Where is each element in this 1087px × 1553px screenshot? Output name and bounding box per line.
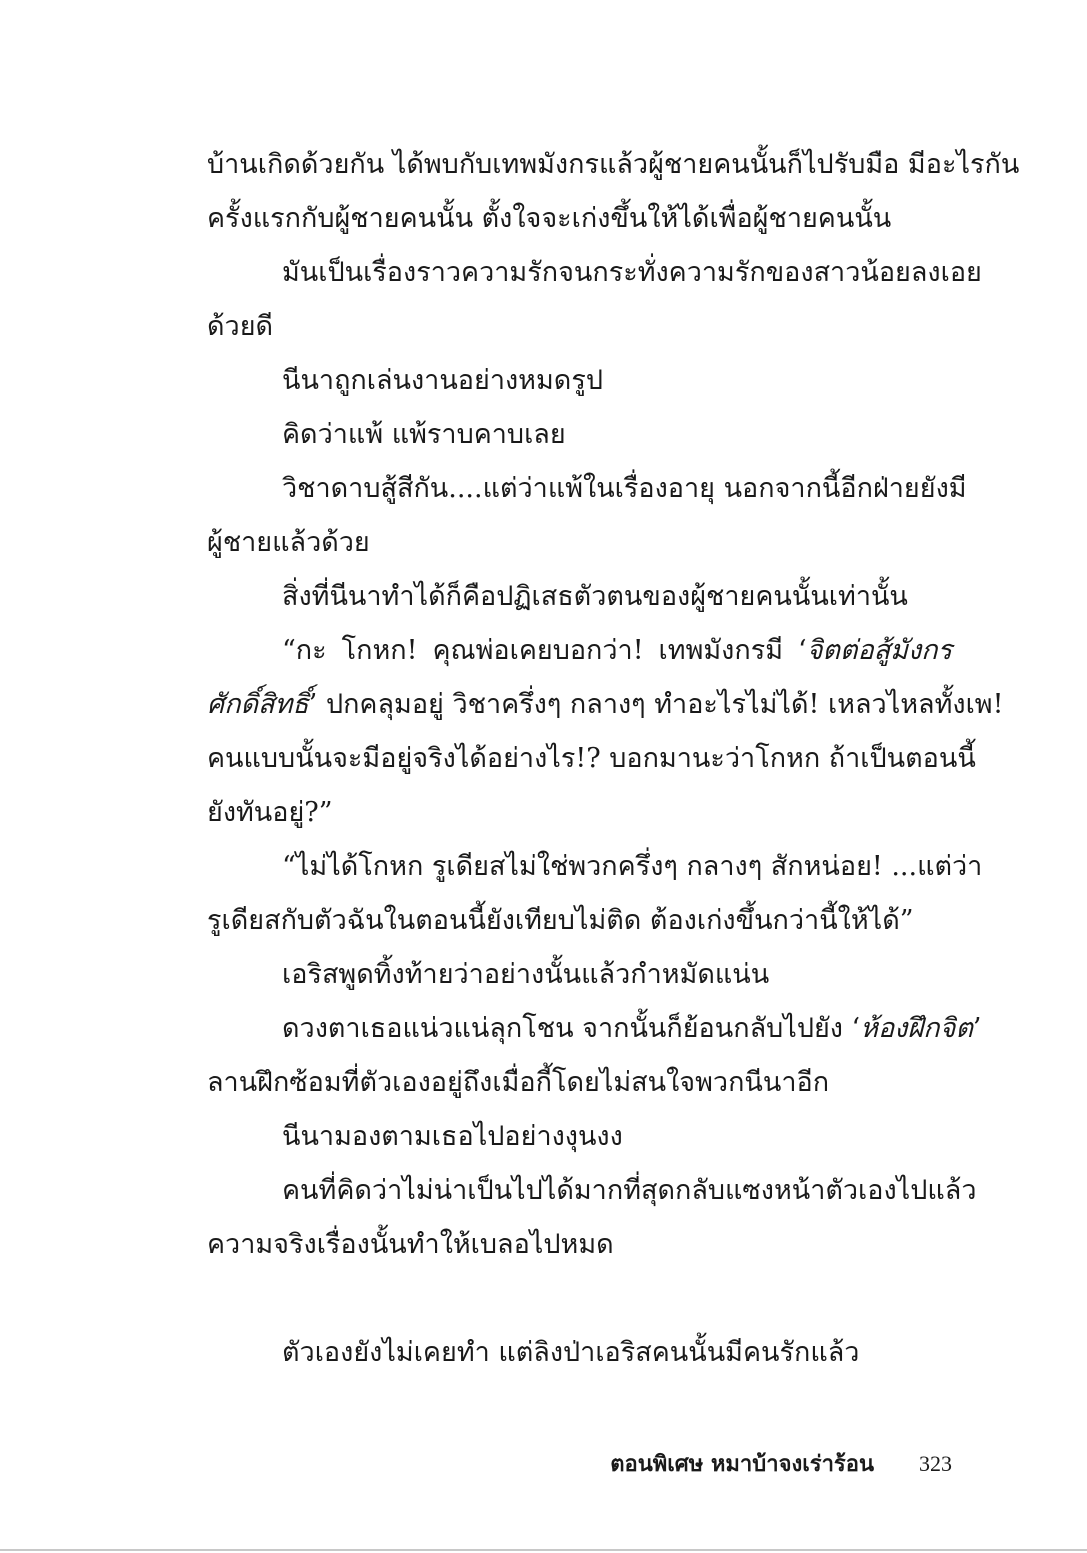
paragraph-line: ลานฝึกซ้อมที่ตัวเองอยู่ถึงเมื่อกี้โดยไม่สนใจพวกนีนาอีก	[207, 1067, 830, 1098]
body-text	[207, 138, 1020, 1380]
section-break	[207, 1272, 952, 1326]
dialogue-text: ’ ปกคลุมอยู่ วิชาครึ่งๆ กลางๆ ทำอะไรไม่ได้! เหลวไหลทั้งเพ!	[308, 689, 1004, 720]
italic-term: จิตต่อสู้มังกร	[806, 635, 952, 666]
paragraph-line: ความจริงเรื่องนั้นทำให้เบลอไปหมด	[207, 1229, 614, 1260]
paragraph-line: นีนาถูกเล่นงานอย่างหมดรูป	[282, 365, 603, 396]
paragraph-line: เอริสพูดทิ้งท้ายว่าอย่างนั้นแล้วกำหมัดแน่น	[282, 959, 770, 990]
paragraph-line: คนแบบนั้นจะมีอยู่จริงได้อย่างไร!? บอกมานะว่าโกหก ถ้าเป็นตอนนี้	[207, 743, 976, 774]
paragraph-line: นีนามองตามเธอไปอย่างงุนงง	[282, 1121, 623, 1152]
paragraph-line: คนที่คิดว่าไม่น่าเป็นไปได้มากที่สุดกลับแซงหน้าตัวเองไปแล้ว	[282, 1175, 977, 1206]
paragraph-line: ผู้ชายแล้วด้วย	[207, 527, 370, 558]
italic-term: ห้องฝึกจิต	[860, 1013, 973, 1044]
paragraph-line	[207, 1002, 982, 1056]
paragraph-line: ตัวเองยังไม่เคยทำ แต่ลิงป่าเอริสคนนั้นมีคนรักแล้ว	[282, 1337, 860, 1368]
paragraph-line: ยังทันอยู่?”	[207, 797, 333, 828]
paragraph-line	[207, 678, 1004, 732]
paragraph-line: ครั้งแรกกับผู้ชายคนนั้น ตั้งใจจะเก่งขึ้นให้ได้เพื่อผู้ชายคนนั้น	[207, 203, 892, 234]
paragraph-line: บ้านเกิดด้วยกัน ได้พบกับเทพมังกรแล้วผู้ชายคนนั้นก็ไปรับมือ มีอะไรกัน	[207, 149, 1020, 180]
chapter-title: ตอนพิเศษ หมาบ้าจงเร่าร้อน	[610, 1452, 874, 1477]
paragraph-line: สิ่งที่นีนาทำได้ก็คือปฏิเสธตัวตนของผู้ชายคนนั้นเท่านั้น	[282, 581, 908, 612]
paragraph-line: ด้วยดี	[207, 311, 274, 342]
paragraph-line: รูเดียสกับตัวฉันในตอนนี้ยังเทียบไม่ติด ต้องเก่งขึ้นกว่านี้ให้ได้”	[207, 905, 914, 936]
narration-text: ดวงตาเธอแน่วแน่ลุกโชน จากนั้นก็ย้อนกลับไปยัง ‘	[282, 1013, 861, 1044]
page-number: 323	[919, 1451, 952, 1476]
paragraph-line: “ไม่ได้โกหก รูเดียสไม่ใช่พวกครึ่งๆ กลางๆ สักหน่อย! ...แต่ว่า	[282, 851, 983, 882]
italic-term: ศักดิ์สิทธิ์	[207, 689, 309, 720]
running-footer	[610, 1446, 952, 1482]
paragraph-line: มันเป็นเรื่องราวความรักจนกระทั่งความรักของสาวน้อยลงเอย	[282, 257, 982, 288]
paragraph-line: คิดว่าแพ้ แพ้ราบคาบเลย	[282, 419, 566, 450]
dialogue-text: “กะ โกหก! คุณพ่อเคยบอกว่า! เทพมังกรมี ‘	[282, 635, 807, 666]
paragraph-line	[207, 624, 952, 678]
closing-quote: ’	[972, 1013, 982, 1044]
paragraph-line: วิชาดาบสู้สีกัน....แต่ว่าแพ้ในเรื่องอายุ นอกจากนี้อีกฝ่ายยังมี	[282, 473, 967, 504]
page-edge-divider	[0, 1549, 1087, 1551]
